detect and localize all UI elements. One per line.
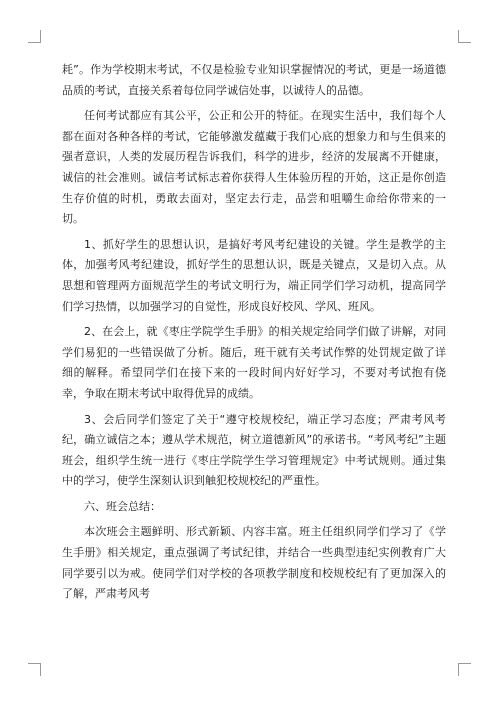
paragraph-3: 1、抓好学生的思想认识，是搞好考风考纪建设的关键。学生是教学的主体，加强考风考纪建设，抓好学生的思想认识，既是关键点，又是切入点。从思想和管理两方面规范学生的考试文明行为，端正同学们学习动机，提高同学们学习热情，以加强学习的自觉性，形成良好校风、学风、班风。 <box>62 237 446 313</box>
paragraph-1: 耗”。作为学校期末考试，不仅是检验专业知识掌握情况的考试，更是一场道德品质的考试，直接关系着每位同学诚信处事，以诚待人的品德。 <box>62 63 446 97</box>
crop-mark-top-left <box>28 30 41 43</box>
crop-mark-top-right <box>458 30 471 43</box>
crop-mark-bottom-right <box>458 663 471 676</box>
paragraph-5: 3、会后同学们签定了关于“遵守校规校纪，端正学习态度；严肃考风考纪，确立诚信之本；遵从学术规范，树立道德新风”的承诺书。“考风考纪”主题班会，组织学生统一进行《枣庄学院学生学习管理规定》中考试规则。通过集中的学习，使学生深刻认识到触犯校规校纪的严重性。 <box>62 412 446 488</box>
paragraph-2: 任何考试都应有其公平，公正和公开的特征。在现实生活中，我们每个人都在面对各种各样的考试，它能够激发蕴藏于我们心底的想象力和与生俱来的强者意识，人类的发展历程告诉我们，科学的进步，经济的发展离不开健康，诚信的社会准则。诚信考试标志着你获得人生体验历程的开始，这正是你创造生存价值的时机，勇敢去面对，坚定去行走，品尝和咀嚼生命给你带来的一切。 <box>62 109 446 226</box>
paragraph-4: 2、在会上，就《枣庄学院学生手册》的相关规定给同学们做了讲解，对同学们易犯的一些错误做了分析。随后，班干就有关考试作弊的处罚规定做了详细的解释。希望同学们在接下来的一段时间内好好学习，不要对考试抱有侥幸，争取在期末考试中取得优异的成绩。 <box>62 325 446 400</box>
paragraph-7: 本次班会主题鲜明、形式新颖、内容丰富。班主任组织同学们学习了《学生手册》相关规定，重点强调了考试纪律，并结合一些典型违纪实例教育广大同学要引以为戒。使同学们对学校的各项教学制度和校规校纪有了更加深入的了解，严肃考风考 <box>62 525 446 601</box>
document-body <box>62 60 446 610</box>
crop-mark-bottom-left <box>28 663 41 676</box>
section-heading-summary: 六、班会总结： <box>84 499 161 513</box>
